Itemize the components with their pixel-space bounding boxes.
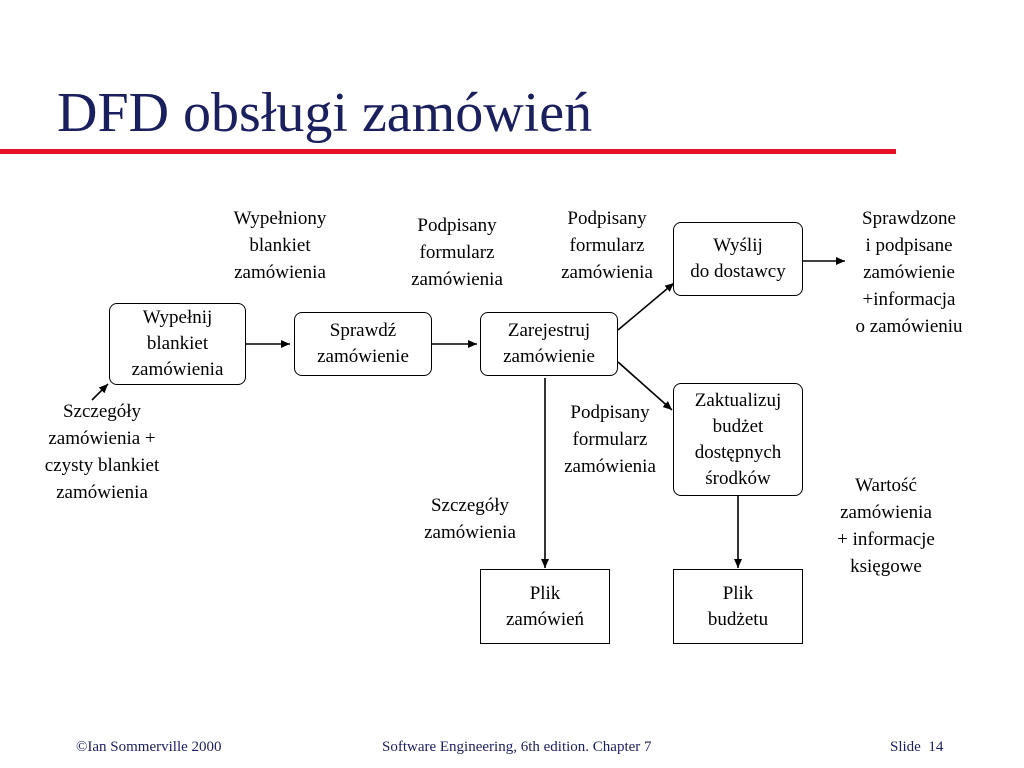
flow-label-order-details-line-2: zamówienia	[424, 522, 516, 543]
flow-label-output-checked-line-4: +informacja	[862, 289, 956, 310]
flow-label-signed-form-1-line-3: zamówienia	[411, 269, 503, 290]
flow-label-order-details-line-1: Szczegóły	[430, 495, 510, 516]
flow-label-order-value-line-2: zamówienia	[840, 502, 932, 523]
flow-label-signed-form-2-line-2: formularz	[569, 235, 645, 256]
flow-label-output-checked	[824, 205, 994, 340]
process-send-supplier-line-2: do dostawcy	[690, 261, 786, 282]
flow-label-input-details-line-2: zamówienia +	[48, 428, 156, 449]
store-budget-file	[673, 569, 803, 644]
footer-slide-value: 14	[928, 739, 944, 755]
footer-slide-number	[890, 737, 943, 757]
flow-label-filled-form-line-1: Wypełniony	[233, 208, 327, 229]
flow-label-output-checked-line-5: o zamówieniu	[855, 316, 963, 337]
process-update-budget-line-3: dostępnych	[694, 441, 782, 463]
flow-label-signed-form-3-line-2: formularz	[572, 429, 648, 450]
footer-copyright: ©Ian Sommerville 2000	[76, 739, 222, 755]
flow-label-signed-form-1	[387, 212, 527, 293]
flow-label-signed-form-3-line-3: zamówienia	[564, 456, 656, 477]
process-fill-form-line-1: Wypełnij	[142, 307, 213, 328]
flow-label-signed-form-1-line-2: formularz	[419, 242, 495, 263]
process-update-budget-line-4: środków	[705, 467, 771, 489]
process-update-budget-line-2: budżet	[712, 415, 764, 437]
flow-label-order-details	[400, 492, 540, 546]
flow-label-filled-form-line-3: zamówienia	[234, 262, 326, 283]
process-send-supplier-line-1: Wyślij	[713, 235, 763, 256]
flow-label-output-checked-line-3: zamówienie	[863, 262, 955, 283]
store-budget-file-line-2: budżetu	[707, 608, 769, 630]
process-register-order-line-1: Zarejestruj	[507, 320, 591, 341]
flow-label-output-checked-line-1: Sprawdzone	[862, 208, 956, 229]
flow-label-order-value	[816, 472, 956, 580]
process-check-order-line-2: zamówienie	[317, 346, 409, 367]
process-update-budget	[673, 383, 803, 496]
store-orders-file	[480, 569, 610, 644]
flow-label-filled-form	[210, 205, 350, 286]
flow-label-input-details	[22, 398, 182, 506]
store-orders-file-line-1: Plik	[529, 582, 561, 604]
arrow-register-to-send	[618, 283, 674, 330]
flow-label-signed-form-2-line-3: zamówienia	[561, 262, 653, 283]
process-register-order-line-2: zamówienie	[503, 346, 595, 367]
process-fill-form	[109, 303, 246, 385]
flow-label-order-value-line-1: Wartość	[855, 475, 917, 496]
slide-title: DFD obsługi zamówień	[57, 82, 593, 144]
flow-label-input-details-line-3: czysty blankiet	[44, 455, 160, 476]
process-fill-form-line-3: zamówienia	[131, 359, 224, 380]
flow-label-signed-form-2	[537, 205, 677, 286]
footer-slide-label: Slide	[890, 739, 921, 755]
flow-label-input-details-line-4: zamówienia	[56, 482, 148, 503]
process-register-order	[480, 312, 618, 376]
process-check-order-line-1: Sprawdź	[329, 320, 397, 341]
flow-label-signed-form-2-line-1: Podpisany	[567, 208, 647, 229]
flow-label-signed-form-3-line-1: Podpisany	[570, 402, 650, 423]
flow-label-order-value-line-4: księgowe	[850, 556, 922, 577]
flow-label-signed-form-3	[540, 399, 680, 480]
flow-label-order-value-line-3: + informacje	[837, 529, 935, 550]
footer-book: Software Engineering, 6th edition. Chapter 7	[382, 739, 652, 755]
flow-label-output-checked-line-2: i podpisane	[865, 235, 953, 256]
process-check-order	[294, 312, 432, 376]
process-send-supplier	[673, 222, 803, 296]
process-update-budget-line-1: Zaktualizuj	[694, 389, 782, 411]
store-orders-file-line-2: zamówień	[505, 608, 585, 630]
flow-label-input-details-line-1: Szczegóły	[62, 401, 142, 422]
flow-label-filled-form-line-2: blankiet	[249, 235, 311, 256]
flow-label-signed-form-1-line-1: Podpisany	[417, 215, 497, 236]
store-budget-file-line-1: Plik	[722, 582, 754, 604]
process-fill-form-line-2: blankiet	[146, 333, 209, 354]
